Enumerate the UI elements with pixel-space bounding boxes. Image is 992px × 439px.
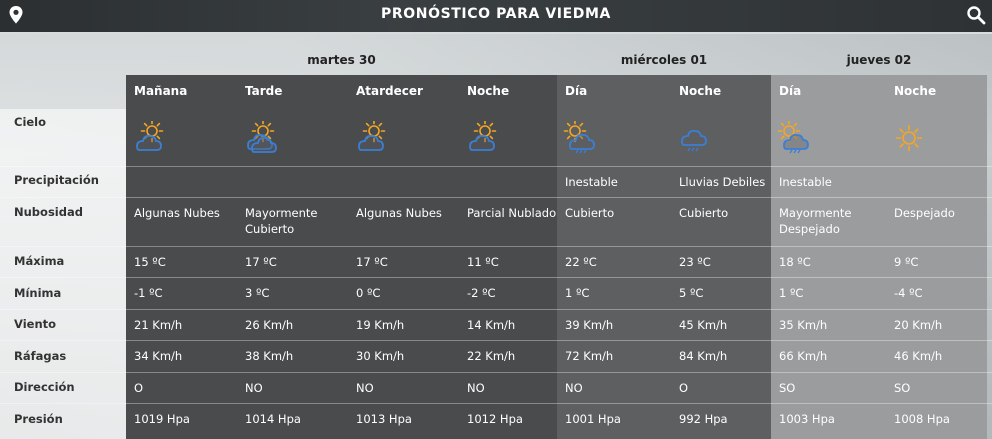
cell-min: 1 ºC: [771, 277, 886, 309]
cell-min: 5 ºC: [671, 277, 771, 309]
cell-nub: Algunas Nubes: [126, 197, 237, 246]
cell-nub: Cubierto: [557, 197, 671, 246]
cell-min: -1 ºC: [126, 277, 237, 309]
row-divider: [0, 166, 992, 167]
cell-min: 1 ºC: [557, 277, 671, 309]
period-header: Tarde: [237, 75, 348, 109]
cell-presion: 1001 Hpa: [557, 403, 671, 439]
period-header: Noche: [886, 75, 987, 109]
cell-nub: Cubierto: [671, 197, 771, 246]
cell-viento: 19 Km/h: [348, 309, 459, 340]
cell-rafagas: 66 Km/h: [771, 340, 886, 372]
cell-precip: [459, 166, 557, 197]
cell-presion: 992 Hpa: [671, 403, 771, 439]
forecast-table: [0, 34, 992, 439]
cell-dir: NO: [348, 372, 459, 403]
cell-precip: [886, 166, 987, 197]
row-divider: [0, 246, 992, 247]
rain-sun-cloud-icon: [557, 109, 671, 166]
cell-precip: Inestable: [771, 166, 886, 197]
rain-cloud-icon: [671, 109, 771, 166]
partly-cloudy-sun-icon: [348, 109, 459, 166]
cell-min: -2 ºC: [459, 277, 557, 309]
rain-sun-cloud-icon: [771, 109, 886, 166]
cell-viento: 14 Km/h: [459, 309, 557, 340]
cell-presion: 1013 Hpa: [348, 403, 459, 439]
cell-max: 18 ºC: [771, 246, 886, 277]
cell-rafagas: 72 Km/h: [557, 340, 671, 372]
cell-rafagas: 30 Km/h: [348, 340, 459, 372]
period-header: Mañana: [126, 75, 237, 109]
cell-viento: 20 Km/h: [886, 309, 987, 340]
cell-viento: 26 Km/h: [237, 309, 348, 340]
row-label-cielo: Cielo: [14, 115, 47, 129]
mostly-cloudy-sun-icon: [237, 109, 348, 166]
period-header: Día: [557, 75, 671, 109]
header-bar: [0, 0, 992, 34]
row-label-presion: Presión: [14, 412, 63, 426]
cell-max: 11 ºC: [459, 246, 557, 277]
cell-precip: [237, 166, 348, 197]
search-icon[interactable]: [966, 5, 986, 25]
day-header-miercoles: miércoles 01: [620, 53, 708, 67]
cell-viento: 39 Km/h: [557, 309, 671, 340]
cell-precip: Inestable: [557, 166, 671, 197]
cell-dir: SO: [771, 372, 886, 403]
row-divider: [0, 197, 992, 198]
cell-rafagas: 22 Km/h: [459, 340, 557, 372]
cell-dir: NO: [237, 372, 348, 403]
partly-cloudy-sun-icon: [459, 109, 557, 166]
cell-dir: O: [671, 372, 771, 403]
day-header-martes: martes 30: [307, 53, 376, 67]
day-header-jueves: jueves 02: [846, 53, 912, 67]
cell-nub: Algunas Nubes: [348, 197, 459, 246]
cell-presion: 1019 Hpa: [126, 403, 237, 439]
cell-nub: Parcial Nublado: [459, 197, 557, 246]
period-header: Día: [771, 75, 886, 109]
row-divider: [0, 309, 992, 310]
cell-presion: 1012 Hpa: [459, 403, 557, 439]
cell-min: -4 ºC: [886, 277, 987, 309]
cell-viento: 21 Km/h: [126, 309, 237, 340]
period-header: Atardecer: [348, 75, 459, 109]
period-header: Noche: [671, 75, 771, 109]
row-divider: [0, 340, 992, 341]
cell-rafagas: 46 Km/h: [886, 340, 987, 372]
period-header: Noche: [459, 75, 557, 109]
cell-dir: SO: [886, 372, 987, 403]
cell-min: 3 ºC: [237, 277, 348, 309]
cell-dir: O: [126, 372, 237, 403]
cell-rafagas: 84 Km/h: [671, 340, 771, 372]
cell-dir: NO: [557, 372, 671, 403]
cell-presion: 1008 Hpa: [886, 403, 987, 439]
cell-nub: Mayormente Despejado: [771, 197, 886, 246]
cell-max: 15 ºC: [126, 246, 237, 277]
row-label-nubosidad: Nubosidad: [14, 205, 83, 219]
row-label-viento: Viento: [14, 317, 57, 331]
row-divider: [0, 372, 992, 373]
cell-viento: 35 Km/h: [771, 309, 886, 340]
cell-max: 22 ºC: [557, 246, 671, 277]
cell-presion: 1014 Hpa: [237, 403, 348, 439]
row-label-rafagas: Ráfagas: [14, 349, 67, 363]
row-divider: [0, 277, 992, 278]
row-divider: [0, 403, 992, 404]
row-label-minima: Mínima: [14, 286, 62, 300]
cell-precip: Lluvias Debiles: [671, 166, 771, 197]
cell-max: 17 ºC: [237, 246, 348, 277]
row-label-precipitacion: Precipitación: [14, 173, 99, 187]
cell-rafagas: 34 Km/h: [126, 340, 237, 372]
cell-max: 17 ºC: [348, 246, 459, 277]
cell-precip: [126, 166, 237, 197]
cell-max: 23 ºC: [671, 246, 771, 277]
cell-min: 0 ºC: [348, 277, 459, 309]
cell-nub: Despejado: [886, 197, 987, 246]
partly-cloudy-sun-icon: [126, 109, 237, 166]
cell-presion: 1003 Hpa: [771, 403, 886, 439]
cell-max: 9 ºC: [886, 246, 987, 277]
row-label-direccion: Dirección: [14, 380, 75, 394]
cell-nub: Mayormente Cubierto: [237, 197, 348, 246]
cell-rafagas: 38 Km/h: [237, 340, 348, 372]
page-title: PRONÓSTICO PARA VIEDMA: [381, 6, 611, 22]
row-label-maxima: Máxima: [14, 254, 65, 268]
cell-viento: 45 Km/h: [671, 309, 771, 340]
sun-icon: [886, 109, 987, 166]
cell-precip: [348, 166, 459, 197]
cell-dir: NO: [459, 372, 557, 403]
